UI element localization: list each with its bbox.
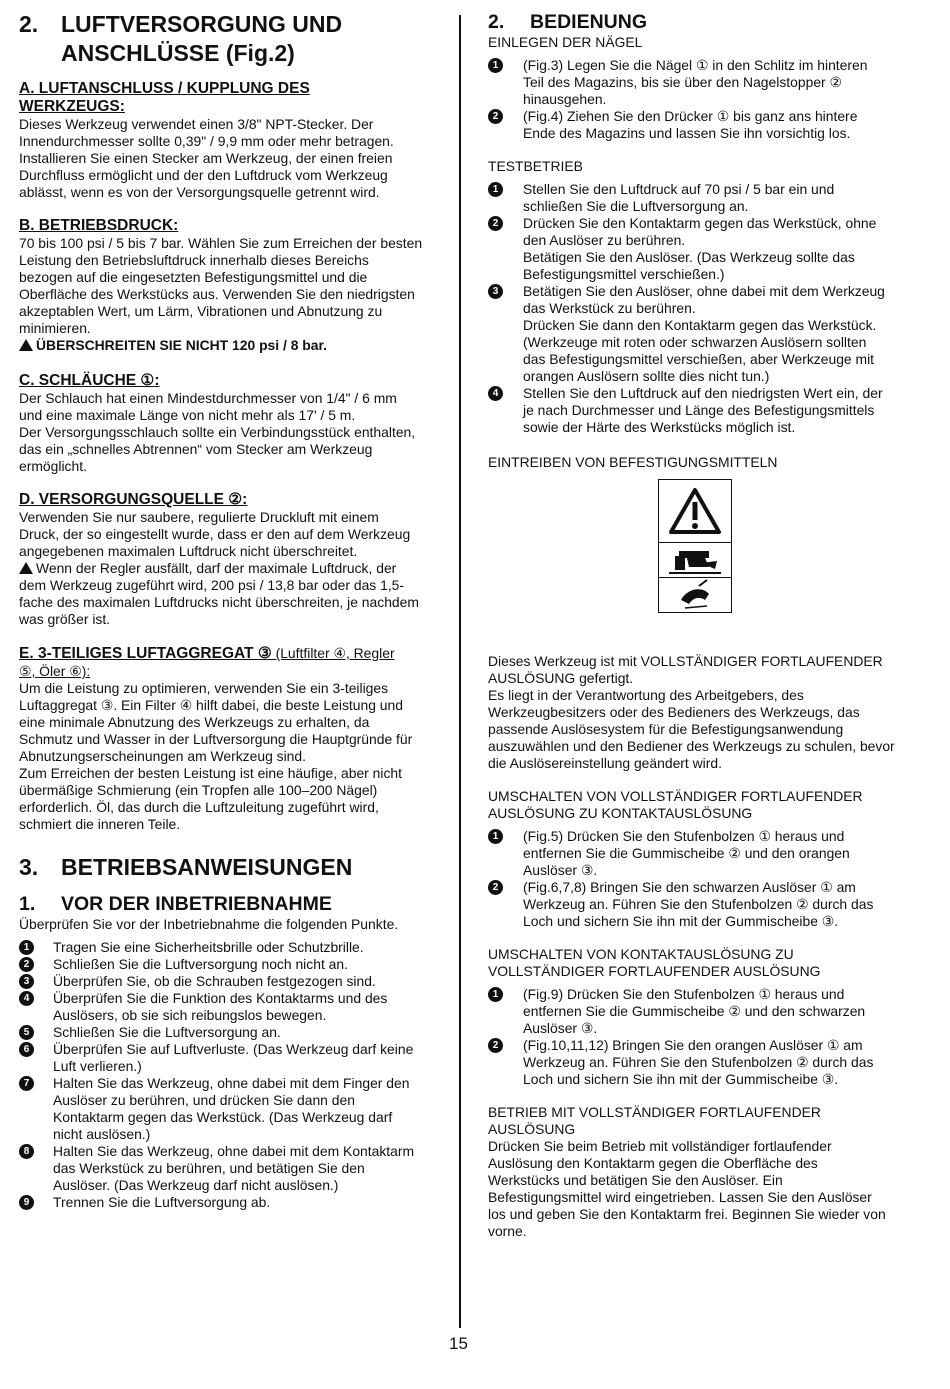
text-line: Schmutz und Wasser in der Luftversorgung die Hauptgründe für — [19, 731, 413, 747]
step-line: das Befestigungsmittel verschießen, aber Werkzeuge mit — [523, 351, 875, 367]
text-line: minimieren. — [19, 320, 91, 336]
hand-pictogram-icon — [659, 578, 731, 612]
subsection-a-title — [19, 80, 437, 116]
step-line: Auslöser. (Das Werkzeug darf nicht auslösen.) — [53, 1177, 339, 1193]
step-text — [523, 215, 876, 283]
left-column — [19, 10, 437, 1211]
text-line: auszuwählen und den Bediener des Werkzeugs zu schulen, bevor — [488, 738, 895, 754]
text-line: Werkstücks und betätigen Sie den Auslöser. Ein — [488, 1172, 783, 1188]
text-line: die Auslösereinstellung geändert wird. — [488, 755, 722, 771]
step-line: Kontaktarm gegen das Werkstück. (Das Werkzeug darf — [53, 1109, 393, 1125]
step-item — [19, 1075, 437, 1143]
section-title-line: ANSCHLÜSSE (Fig.2) — [61, 40, 295, 66]
step-text — [53, 1143, 414, 1194]
step-number-badge: 7 — [19, 1076, 34, 1091]
nailer-pictogram-icon — [659, 543, 731, 577]
step-text — [523, 108, 857, 142]
step-number-badge: 1 — [488, 58, 503, 73]
text-line: und eine maximale Länge von nicht mehr als 17' / 5 m. — [19, 407, 356, 423]
switch-to-contact-title — [488, 788, 908, 822]
title-rest: (Luftfilter ④, Regler — [271, 645, 395, 661]
text-line: angegebenen maximalen Luftdruck nicht überschreitet. — [19, 543, 358, 559]
step-item — [19, 1143, 437, 1194]
step-line: Werkzeug an. Führen Sie den Stufenbolzen ② durch das — [523, 1054, 874, 1070]
step-number-badge: 1 — [19, 940, 34, 955]
step-item — [488, 986, 908, 1037]
warning-triangle-icon — [659, 480, 731, 542]
warning-text: ÜBERSCHREITEN SIE NICHT 120 psi / 8 bar. — [36, 337, 328, 353]
text-line: los und geben Sie den Kontaktarm frei. Beginnen Sie wieder von — [488, 1206, 886, 1222]
step-line: Auslösers, ob sie sich reibungslos bewegen. — [53, 1007, 327, 1023]
operation-heading — [488, 10, 908, 34]
step-line: Werkzeug an. Führen Sie den Stufenbolzen ② durch das — [523, 896, 874, 912]
switch-to-sequential-title — [488, 946, 908, 980]
warning-line: fache des maximalen Luftdrucks nicht überschreiten, je nachdem — [19, 594, 419, 610]
step-line: Überprüfen Sie die Funktion des Kontaktarms und des — [53, 990, 388, 1006]
text-line: Dieses Werkzeug ist mit VOLLSTÄNDIGER FORTLAUFENDER — [488, 653, 883, 669]
step-line: (Fig.6,7,8) Bringen Sie den schwarzen Auslöser ① am — [523, 879, 856, 895]
text-line: passende Auslösesystem für die Befestigungsanwendung — [488, 721, 844, 737]
step-item — [19, 1024, 437, 1041]
step-number-badge: 4 — [488, 386, 503, 401]
regulator-warning — [19, 560, 437, 628]
step-item — [488, 385, 908, 436]
step-line: (Fig.10,11,12) Bringen Sie den orangen Auslöser ① am — [523, 1037, 863, 1053]
step-number-badge: 2 — [488, 880, 503, 895]
step-text — [523, 283, 885, 385]
step-item — [488, 215, 908, 283]
page-number: 15 — [449, 1334, 468, 1353]
section-3-1-heading — [19, 892, 437, 916]
step-line: Drücken Sie dann den Kontaktarm gegen das Werkstück. — [523, 317, 877, 333]
step-line: Schließen Sie die Luftversorgung an. — [53, 1024, 281, 1040]
text-line: AUSLÖSUNG gefertigt. — [488, 670, 634, 686]
step-item — [19, 990, 437, 1024]
step-text — [53, 1194, 270, 1211]
step-line: hinausgehen. — [523, 91, 607, 107]
step-line: den Auslöser zu berühren. — [523, 232, 686, 248]
text-line: Der Versorgungsschlauch sollte ein Verbindungsstück enthalten, — [19, 424, 416, 440]
text-line: UMSCHALTEN VON VOLLSTÄNDIGER FORTLAUFENDER — [488, 788, 863, 804]
step-line: Trennen Sie die Luftversorgung ab. — [53, 1194, 271, 1210]
step-number-badge: 2 — [488, 216, 503, 231]
text-line: übermäßige Schmierung (ein Tropfen alle 100–200 Nägel) — [19, 782, 378, 798]
text-line: Werkzeugbesitzers oder des Bedieners des Werkzeugs, das — [488, 704, 860, 720]
step-line: Loch und sichern Sie ihn mit der Gummischeibe ③. — [523, 913, 839, 929]
step-number-badge: 5 — [19, 1025, 34, 1040]
text-line: ablässt, wenn es von der Versorgungsquelle getrennt wird. — [19, 184, 380, 200]
step-line: nicht auslösen.) — [53, 1126, 151, 1142]
switch-to-contact-steps — [488, 828, 908, 930]
text-line: Dieses Werkzeug verwendet einen 3/8" NPT-Stecker. Der — [19, 116, 374, 132]
text-line: Oberfläche des Werkstücks aus. Verwenden Sie den niedrigsten — [19, 286, 415, 302]
step-line: (Fig.9) Drücken Sie den Stufenbolzen ① heraus und — [523, 986, 845, 1002]
step-item — [488, 181, 908, 215]
subsection-c-title: C. SCHLÄUCHE ①: — [19, 372, 160, 389]
step-line: Überprüfen Sie, ob die Schrauben festgezogen sind. — [53, 973, 376, 989]
step-line: Betätigen Sie den Auslöser, ohne dabei mit dem Werkzeug — [523, 283, 885, 299]
step-text — [523, 986, 865, 1037]
driving-fasteners-title: EINTREIBEN VON BEFESTIGUNGSMITTELN — [488, 454, 778, 470]
warning-line: Wenn der Regler ausfällt, darf der maximale Luftdruck, der — [36, 560, 397, 576]
driving-body — [488, 653, 908, 772]
text-line: Um die Leistung zu optimieren, verwenden Sie ein 3-teiliges — [19, 680, 389, 696]
text-line: schmiert die inneren Teile. — [19, 816, 181, 832]
step-item — [488, 108, 908, 142]
step-line: Überprüfen Sie auf Luftverluste. (Das Werkzeug darf keine — [53, 1041, 414, 1057]
text-line: Leistung den Betriebsluftdruck innerhalb dieses Bereichs — [19, 252, 369, 268]
step-text — [53, 973, 376, 990]
step-text — [53, 939, 364, 956]
step-item — [19, 939, 437, 956]
text-line: erforderlich. Öl, das durch die Luftzuleitung zugeführt wird, — [19, 799, 379, 815]
step-line: je nach Durchmesser und Länge des Befestigungsmittels — [523, 402, 875, 418]
step-line: das Werkstück zu berühren. — [523, 300, 696, 316]
section-title-line: LUFTVERSORGUNG UND — [61, 11, 343, 37]
step-text — [53, 1075, 409, 1143]
text-line: Zum Erreichen der besten Leistung ist eine häufige, aber nicht — [19, 765, 402, 781]
section-2-heading — [19, 10, 437, 68]
subsection-e-body — [19, 680, 437, 833]
text-line: ermöglicht. — [19, 458, 87, 474]
step-line: Auslöser zu berühren, und drücken Sie dann den — [53, 1092, 355, 1108]
step-number-badge: 2 — [488, 1038, 503, 1053]
step-text — [53, 956, 348, 973]
step-line: Teil des Magazins, bis sie über den Nagelstopper ② — [523, 74, 842, 90]
step-line: Tragen Sie eine Sicherheitsbrille oder Schutzbrille. — [53, 939, 364, 955]
text-line: VOLLSTÄNDIGER FORTLAUFENDER AUSLÖSUNG — [488, 963, 821, 979]
step-text — [53, 1041, 413, 1075]
step-line: Ende des Magazins und lassen Sie ihn vorsichtig los. — [523, 125, 851, 141]
text-line: 70 bis 100 psi / 5 bis 7 bar. Wählen Sie zum Erreichen der besten — [19, 235, 423, 251]
subsection-e-title — [19, 644, 437, 663]
subsection-e-title-line2: ⑤, Öler ⑥): — [19, 663, 91, 679]
text-line: Druck, der so eingestellt wurde, dass er den auf dem Werkzeug — [19, 526, 411, 542]
step-item — [19, 1041, 437, 1075]
section-3-heading — [19, 853, 437, 882]
section-number: 2. — [488, 11, 505, 33]
step-line: Luft verlieren.) — [53, 1058, 142, 1074]
step-number-badge: 3 — [488, 284, 503, 299]
step-text — [523, 385, 883, 436]
step-number-badge: 1 — [488, 829, 503, 844]
text-line: das ein „schnelles Abtrennen“ vom Stecker am Werkzeug — [19, 441, 373, 457]
step-line: (Fig.5) Drücken Sie den Stufenbolzen ① heraus und — [523, 828, 845, 844]
text-line: BETRIEB MIT VOLLSTÄNDIGER FORTLAUFENDER — [488, 1104, 821, 1120]
step-line: Loch und sichern Sie ihn mit der Gummischeibe ③. — [523, 1071, 839, 1087]
step-text — [523, 828, 850, 879]
step-number-badge: 8 — [19, 1144, 34, 1159]
title-main: E. 3-TEILIGES LUFTAGGREGAT ③ — [19, 645, 272, 662]
step-number-badge: 4 — [19, 991, 34, 1006]
text-line: Luftaggregat ③. Ein Filter ④ hilft dabei, die beste Leistung und — [19, 697, 403, 713]
warning-line: was größer ist. — [19, 611, 111, 627]
warning-icon — [19, 562, 33, 574]
subsection-b-title: B. BETRIEBSDRUCK: — [19, 217, 179, 234]
step-line: (Werkzeuge mit roten oder schwarzen Auslösern sollten — [523, 334, 867, 350]
text-line: AUSLÖSUNG ZU KONTAKTAUSLÖSUNG — [488, 805, 753, 821]
step-line: Schließen Sie die Luftversorgung noch nicht an. — [53, 956, 348, 972]
step-line: entfernen Sie die Gummischeibe ② und den schwarzen — [523, 1003, 866, 1019]
test-steps — [488, 181, 908, 436]
subsection-c-body — [19, 390, 437, 475]
text-line: Innendurchmesser sollte 0,39" / 9,9 mm oder mehr betragen. — [19, 133, 394, 149]
section-title: VOR DER INBETRIEBNAHME — [61, 893, 332, 915]
step-number-badge: 1 — [488, 182, 503, 197]
subsection-d-body — [19, 509, 437, 560]
step-line: Auslöser ③. — [523, 862, 598, 878]
step-text — [53, 990, 387, 1024]
step-text — [523, 57, 867, 108]
text-line: Drücken Sie beim Betrieb mit vollständiger fortlaufender — [488, 1138, 832, 1154]
step-line: orangen Auslösern sollte dies nicht tun.) — [523, 368, 770, 384]
pressure-warning — [19, 337, 437, 354]
text-line: Installieren Sie einen Stecker am Werkzeug, der einen freien — [19, 150, 393, 166]
step-item — [19, 956, 437, 973]
text-line: Der Schlauch hat einen Mindestdurchmesser von 1/4" / 6 mm — [19, 390, 397, 406]
subsection-d-title: D. VERSORGUNGSQUELLE ②: — [19, 491, 248, 508]
step-line: Stellen Sie den Luftdruck auf den niedrigsten Wert ein, der — [523, 385, 883, 401]
step-line: Auslöser ③. — [523, 1020, 598, 1036]
text-line: Durchfluss ermöglicht und der den Luftdruck vom Werkzeug — [19, 167, 388, 183]
text-line: Befestigungsmittel wird eingetrieben. Lassen Sie den Auslöser — [488, 1189, 872, 1205]
section-number: 1. — [19, 893, 36, 915]
step-line: entfernen Sie die Gummischeibe ② und den orangen — [523, 845, 850, 861]
step-text — [523, 879, 873, 930]
step-item — [488, 283, 908, 385]
text-line: vorne. — [488, 1223, 527, 1239]
step-line: Betätigen Sie den Auslöser. (Das Werkzeug sollte das — [523, 249, 855, 265]
pre-operation-checklist — [19, 939, 437, 1211]
warning-line: dem Werkzeug zugeführt wird, 200 psi / 13,8 bar oder das 1,5- — [19, 577, 405, 593]
step-text — [53, 1024, 281, 1041]
step-line: (Fig.4) Ziehen Sie den Drücker ① bis ganz ans hintere — [523, 108, 858, 124]
step-number-badge: 2 — [19, 957, 34, 972]
title-line: WERKZEUGS: — [19, 98, 125, 115]
step-number-badge: 9 — [19, 1195, 34, 1210]
title-line: A. LUFTANSCHLUSS / KUPPLUNG DES — [19, 80, 310, 97]
step-item — [488, 879, 908, 930]
text-line: Es liegt in der Verantwortung des Arbeitgebers, des — [488, 687, 804, 703]
step-item — [488, 57, 908, 108]
step-line: sowie der Härte des Werkstücks möglich ist. — [523, 419, 796, 435]
text-line: UMSCHALTEN VON KONTAKTAUSLÖSUNG ZU — [488, 946, 794, 962]
column-divider — [459, 15, 461, 1328]
subsection-b-body — [19, 235, 437, 337]
step-item — [19, 1194, 437, 1211]
step-item — [488, 1037, 908, 1088]
safety-warning-label — [658, 479, 732, 613]
right-column — [488, 10, 908, 1240]
step-line: Befestigungsmittel verschießen.) — [523, 266, 725, 282]
text-line: akzeptablen Wert, um Lärm, Vibrationen und Abnutzung zu — [19, 303, 383, 319]
test-operation-title: TESTBETRIEB — [488, 158, 583, 174]
step-number-badge: 1 — [488, 987, 503, 1002]
section-number: 3. — [19, 854, 39, 880]
checklist-intro: Überprüfen Sie vor der Inbetriebnahme die folgenden Punkte. — [19, 916, 399, 932]
full-sequential-title — [488, 1104, 908, 1138]
step-text — [523, 181, 834, 215]
step-line: Halten Sie das Werkzeug, ohne dabei mit dem Kontaktarm — [53, 1143, 415, 1159]
loading-steps — [488, 57, 908, 142]
text-line: Abnutzungserscheinungen am Werkzeug sind. — [19, 748, 306, 764]
step-line: Halten Sie das Werkzeug, ohne dabei mit dem Finger den — [53, 1075, 410, 1091]
loading-nails-title: EINLEGEN DER NÄGEL — [488, 34, 643, 50]
text-line: bezogen auf die eingesetzten Befestigungsmittel und die — [19, 269, 368, 285]
step-line: Drücken Sie den Kontaktarm gegen das Werkstück, ohne — [523, 215, 877, 231]
step-item — [19, 973, 437, 990]
text-line: Auslösung den Kontaktarm gegen die Oberfläche des — [488, 1155, 818, 1171]
step-number-badge: 3 — [19, 974, 34, 989]
text-line: Verwenden Sie nur saubere, regulierte Druckluft mit einem — [19, 509, 379, 525]
step-line: schließen Sie die Luftversorgung an. — [523, 198, 749, 214]
step-text — [523, 1037, 873, 1088]
step-number-badge: 6 — [19, 1042, 34, 1057]
section-number: 2. — [19, 11, 39, 37]
text-line: eine minimale Abnutzung des Werkzeugs zu erhalten, da — [19, 714, 370, 730]
step-number-badge: 2 — [488, 109, 503, 124]
step-line: Stellen Sie den Luftdruck auf 70 psi / 5 bar ein und — [523, 181, 835, 197]
section-title: BEDIENUNG — [530, 11, 648, 33]
step-line: (Fig.3) Legen Sie die Nägel ① in den Schlitz im hinteren — [523, 57, 868, 73]
warning-icon — [19, 339, 33, 351]
section-title: BETRIEBSANWEISUNGEN — [61, 854, 353, 880]
full-sequential-body — [488, 1138, 908, 1240]
switch-to-sequential-steps — [488, 986, 908, 1088]
subsection-a-body — [19, 116, 437, 201]
step-item — [488, 828, 908, 879]
text-line: AUSLÖSUNG — [488, 1121, 576, 1137]
step-line: das Werkstück zu berühren, und betätigen Sie den — [53, 1160, 365, 1176]
